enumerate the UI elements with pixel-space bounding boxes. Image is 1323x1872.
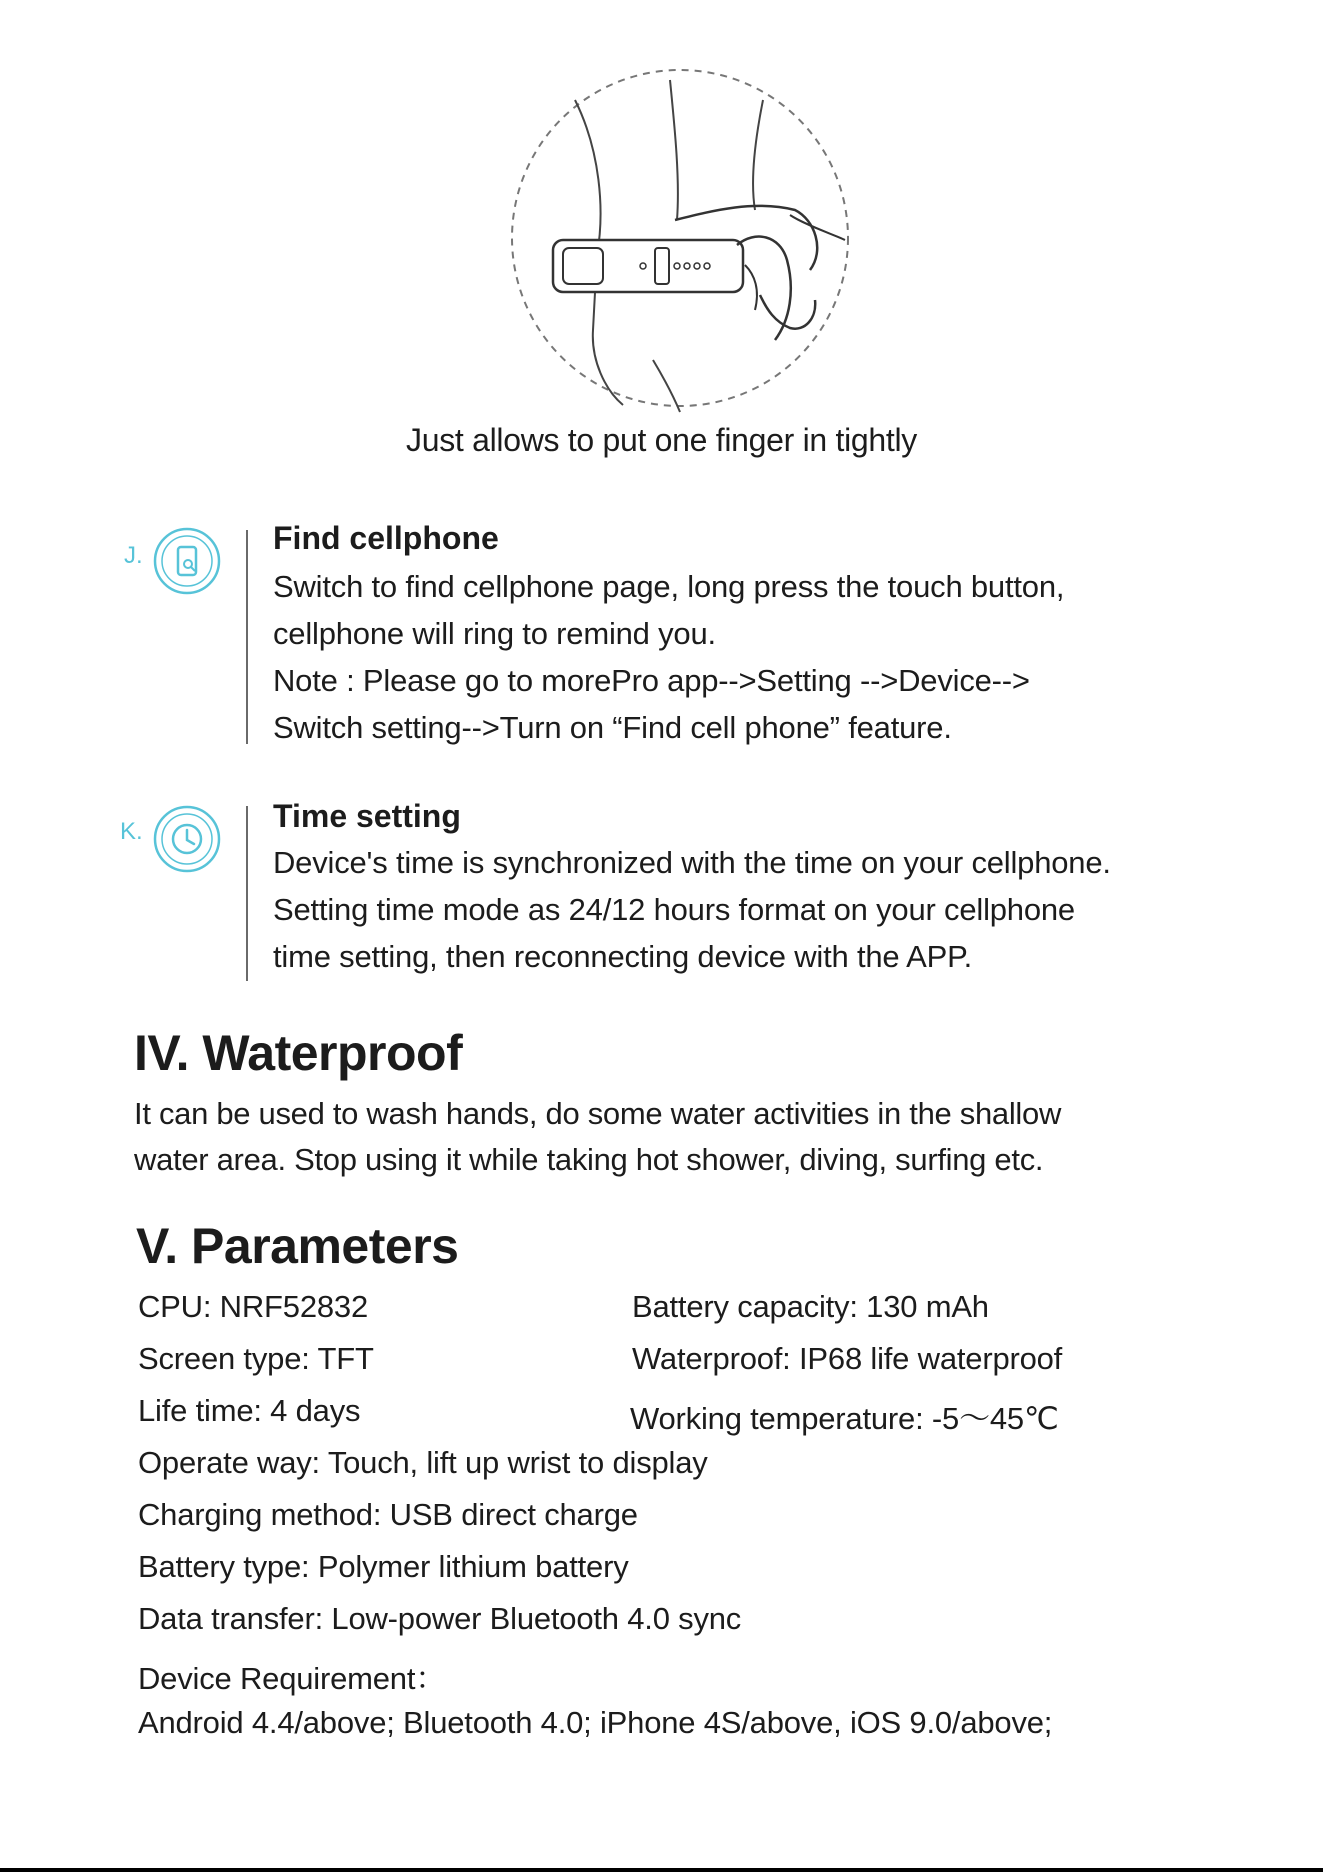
param-cpu: CPU: NRF52832 xyxy=(138,1289,368,1324)
feature-title: Find cellphone xyxy=(273,520,499,556)
waterproof-line: It can be used to wash hands, do some water activities in the shallow xyxy=(134,1096,1062,1131)
param-device-requirement: Device Requirement： xyxy=(138,1661,447,1696)
param-device-requirement-value: Android 4.4/above; Bluetooth 4.0; iPhone 4S/above, iOS 9.0/above; xyxy=(138,1705,1053,1740)
feature-line: Setting time mode as 24/12 hours format on your cellphone xyxy=(273,892,1075,927)
param-waterproof: Waterproof: IP68 life waterproof xyxy=(632,1341,1063,1376)
feature-line: Note : Please go to morePro app-->Setting -->Device--> xyxy=(273,663,1030,698)
wrist-strap-illustration xyxy=(505,60,855,420)
feature-divider xyxy=(246,806,248,981)
waterproof-line: water area. Stop using it while taking hot shower, diving, surfing etc. xyxy=(134,1142,1044,1177)
phone-search-icon xyxy=(152,526,222,596)
feature-time-setting xyxy=(0,798,1323,983)
feature-line: time setting, then reconnecting device with the APP. xyxy=(273,939,973,974)
feature-line: cellphone will ring to remind you. xyxy=(273,616,716,651)
feature-title: Time setting xyxy=(273,798,461,834)
feature-find-cellphone xyxy=(0,520,1323,750)
param-data-transfer: Data transfer: Low-power Bluetooth 4.0 sync xyxy=(138,1601,742,1636)
illustration-caption: Just allows to put one finger in tightly xyxy=(406,422,917,458)
param-screen-type: Screen type: TFT xyxy=(138,1341,374,1376)
param-battery-capacity: Battery capacity: 130 mAh xyxy=(632,1289,989,1324)
feature-line: Switch setting-->Turn on “Find cell phone” feature. xyxy=(273,710,952,745)
clock-icon xyxy=(152,804,222,874)
feature-letter: K. xyxy=(120,818,143,845)
feature-divider xyxy=(246,530,248,744)
param-life-time: Life time: 4 days xyxy=(138,1393,361,1428)
feature-letter: J. xyxy=(124,542,143,569)
param-battery-type: Battery type: Polymer lithium battery xyxy=(138,1549,629,1584)
param-operate-way: Operate way: Touch, lift up wrist to display xyxy=(138,1445,708,1480)
param-charging-method: Charging method: USB direct charge xyxy=(138,1497,638,1532)
feature-line: Switch to find cellphone page, long press the touch button, xyxy=(273,569,1065,604)
waterproof-heading: IV. Waterproof xyxy=(134,1025,463,1081)
feature-line: Device's time is synchronized with the time on your cellphone. xyxy=(273,845,1111,880)
param-working-temperature: Working temperature: -5～45℃ xyxy=(630,1401,1059,1436)
page-bottom-border xyxy=(0,1868,1323,1872)
parameters-heading: V. Parameters xyxy=(136,1218,459,1274)
